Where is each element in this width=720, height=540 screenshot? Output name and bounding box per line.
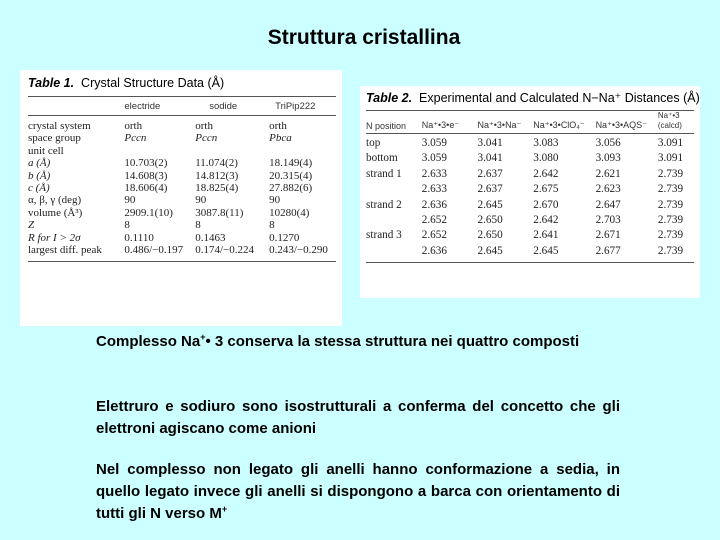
table1-cell: [120, 145, 191, 157]
table1-row: [28, 120, 336, 132]
table2-row: [366, 167, 694, 182]
table1-cell: Pccn: [124, 132, 147, 145]
table1-col-header: [28, 97, 120, 115]
table2-cell: 3.041: [477, 137, 503, 149]
table2-row: [366, 213, 694, 228]
superscript: +: [200, 332, 206, 342]
table1-cell: 8: [124, 219, 130, 232]
paragraph-1: [96, 331, 620, 353]
table2-row: [366, 136, 694, 151]
table1-header-row: [28, 97, 336, 115]
table1-row: [28, 170, 336, 182]
table2-cell: 2.645: [477, 244, 503, 257]
table1-cell: 10.703(2): [124, 157, 168, 170]
table2-cell: 2.739: [657, 198, 684, 211]
table1-cell: unit cell: [28, 144, 64, 157]
table2-cell: 2.642: [533, 167, 559, 180]
table1-cell: 8: [195, 219, 201, 232]
table2-col-header: N position: [366, 121, 407, 131]
paragraph-3: [96, 459, 620, 525]
table2-cell: 2.652: [421, 214, 447, 227]
table2-cell: 2.637: [477, 167, 503, 180]
table1-cell: 27.882(6): [269, 182, 313, 195]
table2-cell: 2.671: [595, 229, 621, 242]
table1-cell: Pbca: [269, 132, 292, 145]
table1-caption-label: Table 1.: [28, 76, 75, 90]
table1-cell: 11.074(2): [195, 157, 238, 170]
table2-cell: 2.633: [421, 167, 447, 180]
table1-cell: 14.812(3): [195, 169, 239, 182]
table1-body: [28, 120, 336, 256]
table1-cell: 10280(4): [269, 206, 310, 219]
table2-cell: 2.739: [657, 244, 684, 257]
paragraph-text: Complesso Na: [96, 333, 201, 350]
table2-cell: 2.670: [533, 198, 559, 211]
table2-cell: 3.091: [657, 152, 684, 165]
table1-cell: 0.243/−0.290: [269, 244, 328, 257]
table2-cell: 2.739: [657, 214, 684, 227]
table1-cell: 0.1270: [269, 231, 300, 244]
table2-caption-label: Table 2.: [366, 91, 413, 105]
table1-row: [28, 157, 336, 169]
table1-cell: R for I > 2σ: [28, 231, 81, 244]
table2-cell: bottom: [366, 152, 398, 165]
na-distances-table: [360, 86, 700, 298]
table1-cell: 3087.8(11): [195, 206, 244, 219]
table1-cell: 2909.1(10): [124, 206, 173, 219]
table2-cell: 3.059: [421, 152, 447, 165]
table1-cell: 14.608(3): [124, 169, 168, 182]
table2-cell: top: [366, 137, 381, 149]
table1-grid: [28, 97, 336, 115]
table2-cell: 2.623: [595, 183, 621, 196]
table1-caption-text: Crystal Structure Data (Å): [81, 76, 225, 90]
table1-cell: a (Å): [28, 157, 51, 170]
table2-cell: 2.641: [533, 229, 559, 242]
table2-cell: 2.739: [657, 229, 684, 242]
table1-col-header: electride: [124, 100, 161, 112]
table2-header-rule: [366, 133, 694, 134]
table2-cell: 2.739: [657, 183, 684, 196]
table1-caption: [28, 76, 336, 90]
table2-col-header: Na⁺•3•e⁻: [421, 120, 460, 130]
table2-cell: 2.675: [533, 183, 559, 196]
table2-cell: strand 3: [366, 229, 402, 242]
table2-body: [366, 136, 694, 259]
table2-row: [366, 151, 694, 166]
table2-cell: 2.645: [533, 244, 559, 257]
table2-col-header: Na⁺•3•ClO₄⁻: [533, 120, 585, 130]
table1-row: [28, 182, 336, 194]
table2-cell: 3.093: [595, 152, 621, 165]
crystal-structure-table: [20, 70, 342, 326]
table1-col-header: sodide: [209, 100, 238, 112]
paragraph-text: Nel complesso non legato gli anelli hanno conformazione a sedia, in quello legato invece gli anelli si dispongono a barca con orientamento di tutti gli N verso M: [96, 461, 620, 522]
table2-cell: 3.059: [421, 137, 447, 149]
table1-cell: orth: [195, 120, 213, 132]
table2-cell: 3.091: [657, 137, 684, 149]
table2-caption: [366, 90, 700, 105]
table2-row: [366, 228, 694, 243]
table2-row: [366, 182, 694, 197]
table1-cell: b (Å): [28, 169, 51, 182]
table2-col-header: Na⁺•3•Na⁻: [477, 120, 522, 130]
table1-row: [28, 194, 336, 206]
table2-cell: 2.621: [595, 167, 621, 180]
table2-caption-text: Experimental and Calculated N−Na⁺ Distances (Å): [419, 91, 700, 105]
table1-cell: 90: [195, 194, 207, 207]
table1-bottom-rule: [28, 261, 336, 262]
table1-cell: largest diff. peak: [28, 244, 102, 257]
table2-cell: 2.650: [477, 229, 503, 242]
table1-cell: Pccn: [195, 132, 218, 145]
table2-header-row: [366, 111, 694, 131]
table1-row: [28, 145, 336, 157]
table1-row: [28, 219, 336, 231]
table2-cell: 2.636: [421, 244, 447, 257]
table1-cell: Z: [28, 219, 35, 232]
table1-row: [28, 244, 336, 256]
table2-cell: 2.703: [595, 214, 621, 227]
table1-col-header: TriPip222: [275, 100, 316, 112]
table2-cell: 3.056: [595, 137, 621, 149]
table1-cell: space group: [28, 132, 81, 145]
table2-cell: 2.637: [477, 183, 503, 196]
table2-cell: 2.642: [533, 214, 559, 227]
table1-cell: 18.825(4): [195, 182, 239, 195]
superscript: +: [221, 504, 228, 514]
table2-cell: [366, 213, 422, 228]
table2-cell: 2.647: [595, 198, 621, 211]
table2-bottom-rule: [366, 262, 694, 263]
table1-cell: 18.149(4): [269, 157, 313, 170]
table1-cell: 20.315(4): [269, 169, 313, 182]
table1-cell: 0.1110: [124, 231, 154, 244]
table2-col-header: Na⁺•3 (calcd): [657, 111, 682, 130]
table2-cell: 2.650: [477, 214, 503, 227]
table2-cell: strand 2: [366, 198, 402, 211]
table2-cell: 3.041: [477, 152, 503, 165]
table1-cell: [191, 145, 265, 157]
table1-cell: 0.486/−0.197: [124, 244, 184, 257]
table2-row: [366, 244, 694, 259]
table1-header-rule: [28, 115, 336, 116]
table1-row: [28, 132, 336, 144]
table2-cell: [366, 182, 422, 197]
paragraph-text: • 3 conserva la stessa struttura nei quattro composti: [205, 333, 580, 350]
table2-cell: 2.677: [595, 244, 621, 257]
table1-cell: orth: [124, 120, 143, 132]
table1-cell: 90: [124, 194, 136, 207]
table1-row: [28, 207, 336, 219]
table2-row: [366, 198, 694, 213]
table2-grid: [366, 111, 694, 131]
paragraph-2: [96, 396, 620, 440]
table1-cell: c (Å): [28, 182, 50, 195]
table2-col-header: Na⁺•3•AQS⁻: [595, 120, 647, 130]
table2-cell: 2.652: [421, 229, 447, 242]
table1-cell: volume (Å³): [28, 206, 83, 219]
table2-cell: 2.645: [477, 198, 503, 211]
table1-cell: 0.1463: [195, 231, 226, 244]
slide-title: Struttura cristallina: [267, 26, 461, 49]
table1-cell: 8: [269, 219, 275, 232]
table2-cell: 3.080: [533, 152, 559, 165]
table1-cell: α, β, γ (deg): [28, 194, 82, 207]
table2-cell: 2.739: [657, 167, 684, 180]
table1-cell: [265, 145, 336, 157]
table2-cell: [366, 244, 422, 259]
table2-cell: 3.083: [533, 137, 559, 149]
table1-cell: 18.606(4): [124, 182, 168, 195]
paragraph-text: Elettruro e sodiuro sono isostrutturali a conferma del concetto che gli elettroni agiscano come anioni: [96, 398, 620, 437]
table2-cell: 2.636: [421, 198, 447, 211]
table1-cell: 0.174/−0.224: [195, 244, 254, 257]
table1-cell: orth: [269, 120, 287, 132]
table1-row: [28, 232, 336, 244]
table2-cell: 2.633: [421, 183, 447, 196]
table1-cell: 90: [269, 194, 281, 207]
table2-cell: strand 1: [366, 167, 402, 180]
table1-cell: crystal system: [28, 120, 91, 132]
